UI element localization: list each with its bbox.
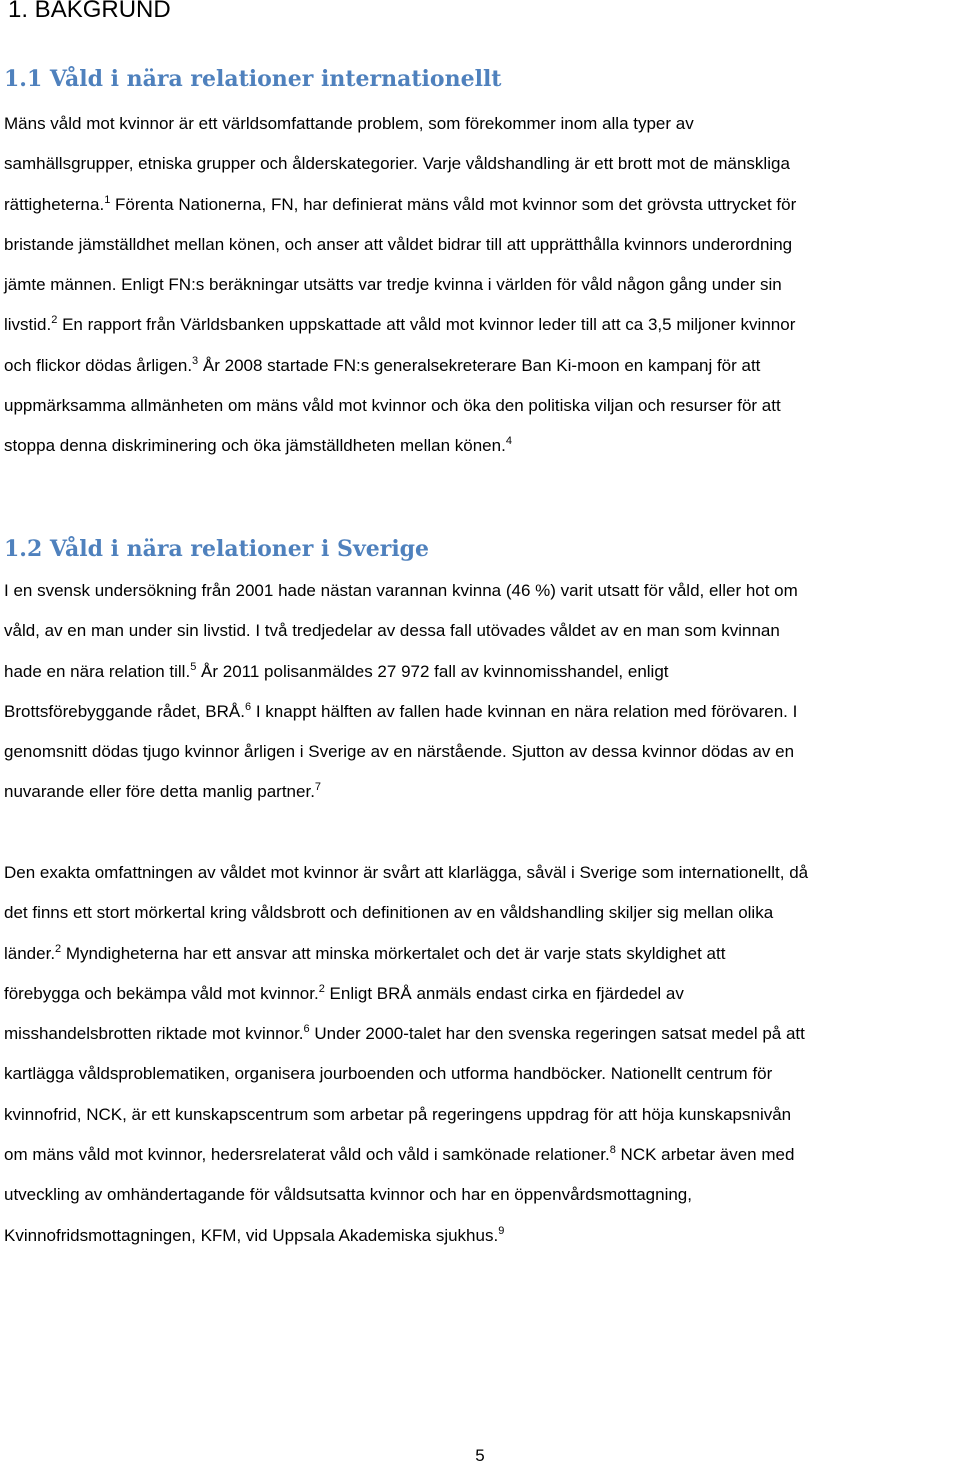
line-text: bristande jämställdhet mellan könen, och anser att våldet bidrar till att upprätthålla kvinnors underordning — [4, 234, 793, 254]
text-line — [4, 893, 956, 933]
paragraph-sweden-statistics — [4, 571, 956, 813]
line-text: kartlägga våldsproblematiken, organisera jourboenden och utforma handböcker. Nationellt centrum för — [4, 1064, 773, 1084]
line-text: samhällsgrupper, etniska grupper och ålderskategorier. Varje våldshandling är ett brott mot de mänskliga — [4, 154, 790, 174]
text-line — [4, 1054, 956, 1094]
page-number: 5 — [475, 1446, 485, 1465]
text-line — [4, 772, 956, 812]
text-line — [4, 386, 956, 426]
text-line — [4, 652, 956, 692]
line-text-continued: Förenta Nationerna, FN, har definierat mäns våld mot kvinnor som det grövsta uttrycket för — [110, 194, 797, 214]
line-text: kvinnofrid, NCK, är ett kunskapscentrum som arbetar på regeringens uppdrag för att höja kunskapsnivån — [4, 1104, 792, 1124]
text-line — [4, 1095, 956, 1135]
line-text: om mäns våld mot kvinnor, hedersrelaterat våld och våld i samkönade relationer. — [4, 1145, 610, 1165]
line-text: länder. — [4, 943, 56, 963]
line-text: misshandelsbrotten riktade mot kvinnor. — [4, 1024, 304, 1044]
text-line — [4, 853, 956, 893]
footnote-reference: 9 — [498, 1224, 505, 1237]
line-text: stoppa denna diskriminering och öka jämställdheten mellan könen. — [4, 436, 506, 456]
text-line — [4, 934, 956, 974]
line-text: I en svensk undersökning från 2001 hade nästan varannan kvinna (46 %) varit utsatt för våld, eller hot om — [4, 581, 798, 600]
text-line — [4, 305, 956, 345]
line-text: Den exakta omfattningen av våldet mot kvinnor är svårt att klarlägga, såväl i Sverige som internationellt, då — [4, 863, 809, 882]
footnote-reference: 7 — [314, 781, 322, 794]
line-text-continued: År 2008 startade FN:s generalsekreterare Ban Ki-moon en kampanj för att — [198, 355, 761, 375]
paragraph-sweden-measures — [4, 853, 956, 1256]
text-line — [4, 692, 956, 732]
line-text: förebygga och bekämpa våld mot kvinnor. — [4, 983, 319, 1003]
line-text: hade en nära relation till. — [4, 661, 191, 681]
line-text-continued: Enligt BRÅ anmäls endast cirka en fjärdedel av — [324, 983, 684, 1003]
footnote-reference: 1 — [104, 193, 111, 206]
text-line — [4, 1135, 956, 1175]
line-text: Mäns våld mot kvinnor är ett världsomfattande problem, som förekommer inom alla typer av — [4, 114, 694, 133]
line-text: Kvinnofridsmottagningen, KFM, vid Uppsala Akademiska sjukhus. — [4, 1225, 499, 1245]
text-line — [4, 144, 956, 184]
footnote-reference: 4 — [505, 435, 512, 448]
line-text: det finns ett stort mörkertal kring våldsbrott och definitionen av en våldshandling skiljer sig mellan olika — [4, 903, 774, 923]
chapter-heading: 1. BAKGRUND — [8, 0, 171, 23]
line-text: genomsnitt dödas tjugo kvinnor årligen i Sverige av en närstående. Sjutton av dessa kvinnor dödas av en — [4, 742, 795, 762]
text-line — [4, 346, 956, 386]
line-text-continued: Under 2000-talet har den svenska regeringen satsat medel på att — [309, 1024, 805, 1044]
text-line — [4, 732, 956, 772]
paragraph-international — [4, 104, 956, 467]
line-text: uppmärksamma allmänheten om mäns våld mot kvinnor och öka den politiska viljan och resurser för att — [4, 396, 781, 416]
footnote-reference: 3 — [192, 354, 199, 367]
footnote-reference: 2 — [318, 982, 325, 995]
line-text-continued: År 2011 polisanmäldes 27 972 fall av kvinnomisshandel, enligt — [196, 661, 669, 681]
line-text-continued: NCK arbetar även med — [615, 1145, 795, 1165]
line-text: jämte männen. Enligt FN:s beräkningar utsätts var tredje kvinna i världen för våld någon gång under sin — [4, 275, 782, 295]
line-text: våld, av en man under sin livstid. I två tredjedelar av dessa fall utövades våldet av en man som kvinnan — [4, 621, 780, 641]
footnote-reference: 6 — [303, 1023, 310, 1036]
text-line — [4, 974, 956, 1014]
line-text-continued: I knappt hälften av fallen hade kvinnan en nära relation med förövaren. I — [251, 701, 798, 721]
line-text: Brottsförebyggande rådet, BRÅ. — [4, 701, 245, 721]
text-line — [4, 1014, 956, 1054]
line-text-continued: Myndigheterna har ett ansvar att minska mörkertalet och det är varje stats skyldighet att — [61, 943, 726, 963]
footnote-reference: 8 — [609, 1144, 616, 1157]
text-line — [4, 571, 956, 611]
line-text: utveckling av omhändertagande för våldsutsatta kvinnor och har en öppenvårdsmottagning, — [4, 1185, 692, 1205]
footnote-reference: 2 — [51, 314, 58, 327]
text-line — [4, 1216, 956, 1256]
line-text-continued: En rapport från Världsbanken uppskattade att våld mot kvinnor leder till att ca 3,5 miljoner kvinnor — [57, 315, 796, 335]
line-text: rättigheterna. — [4, 194, 105, 214]
footnote-reference: 6 — [244, 700, 252, 713]
footnote-reference: 2 — [55, 942, 62, 955]
section-heading-sweden: 1.2 Våld i nära relationer i Sverige — [4, 536, 430, 562]
text-line — [4, 225, 956, 265]
line-text: nuvarande eller före detta manlig partner. — [4, 782, 315, 802]
line-text: och flickor dödas årligen. — [4, 355, 193, 375]
text-line — [4, 265, 956, 305]
text-line — [4, 1175, 956, 1215]
text-line — [4, 611, 956, 651]
footnote-reference: 5 — [190, 660, 197, 673]
section-heading-international: 1.1 Våld i nära relationer internationellt — [4, 66, 502, 92]
text-line — [4, 426, 956, 466]
text-line — [4, 104, 956, 144]
text-line — [4, 185, 956, 225]
line-text: livstid. — [4, 315, 52, 335]
